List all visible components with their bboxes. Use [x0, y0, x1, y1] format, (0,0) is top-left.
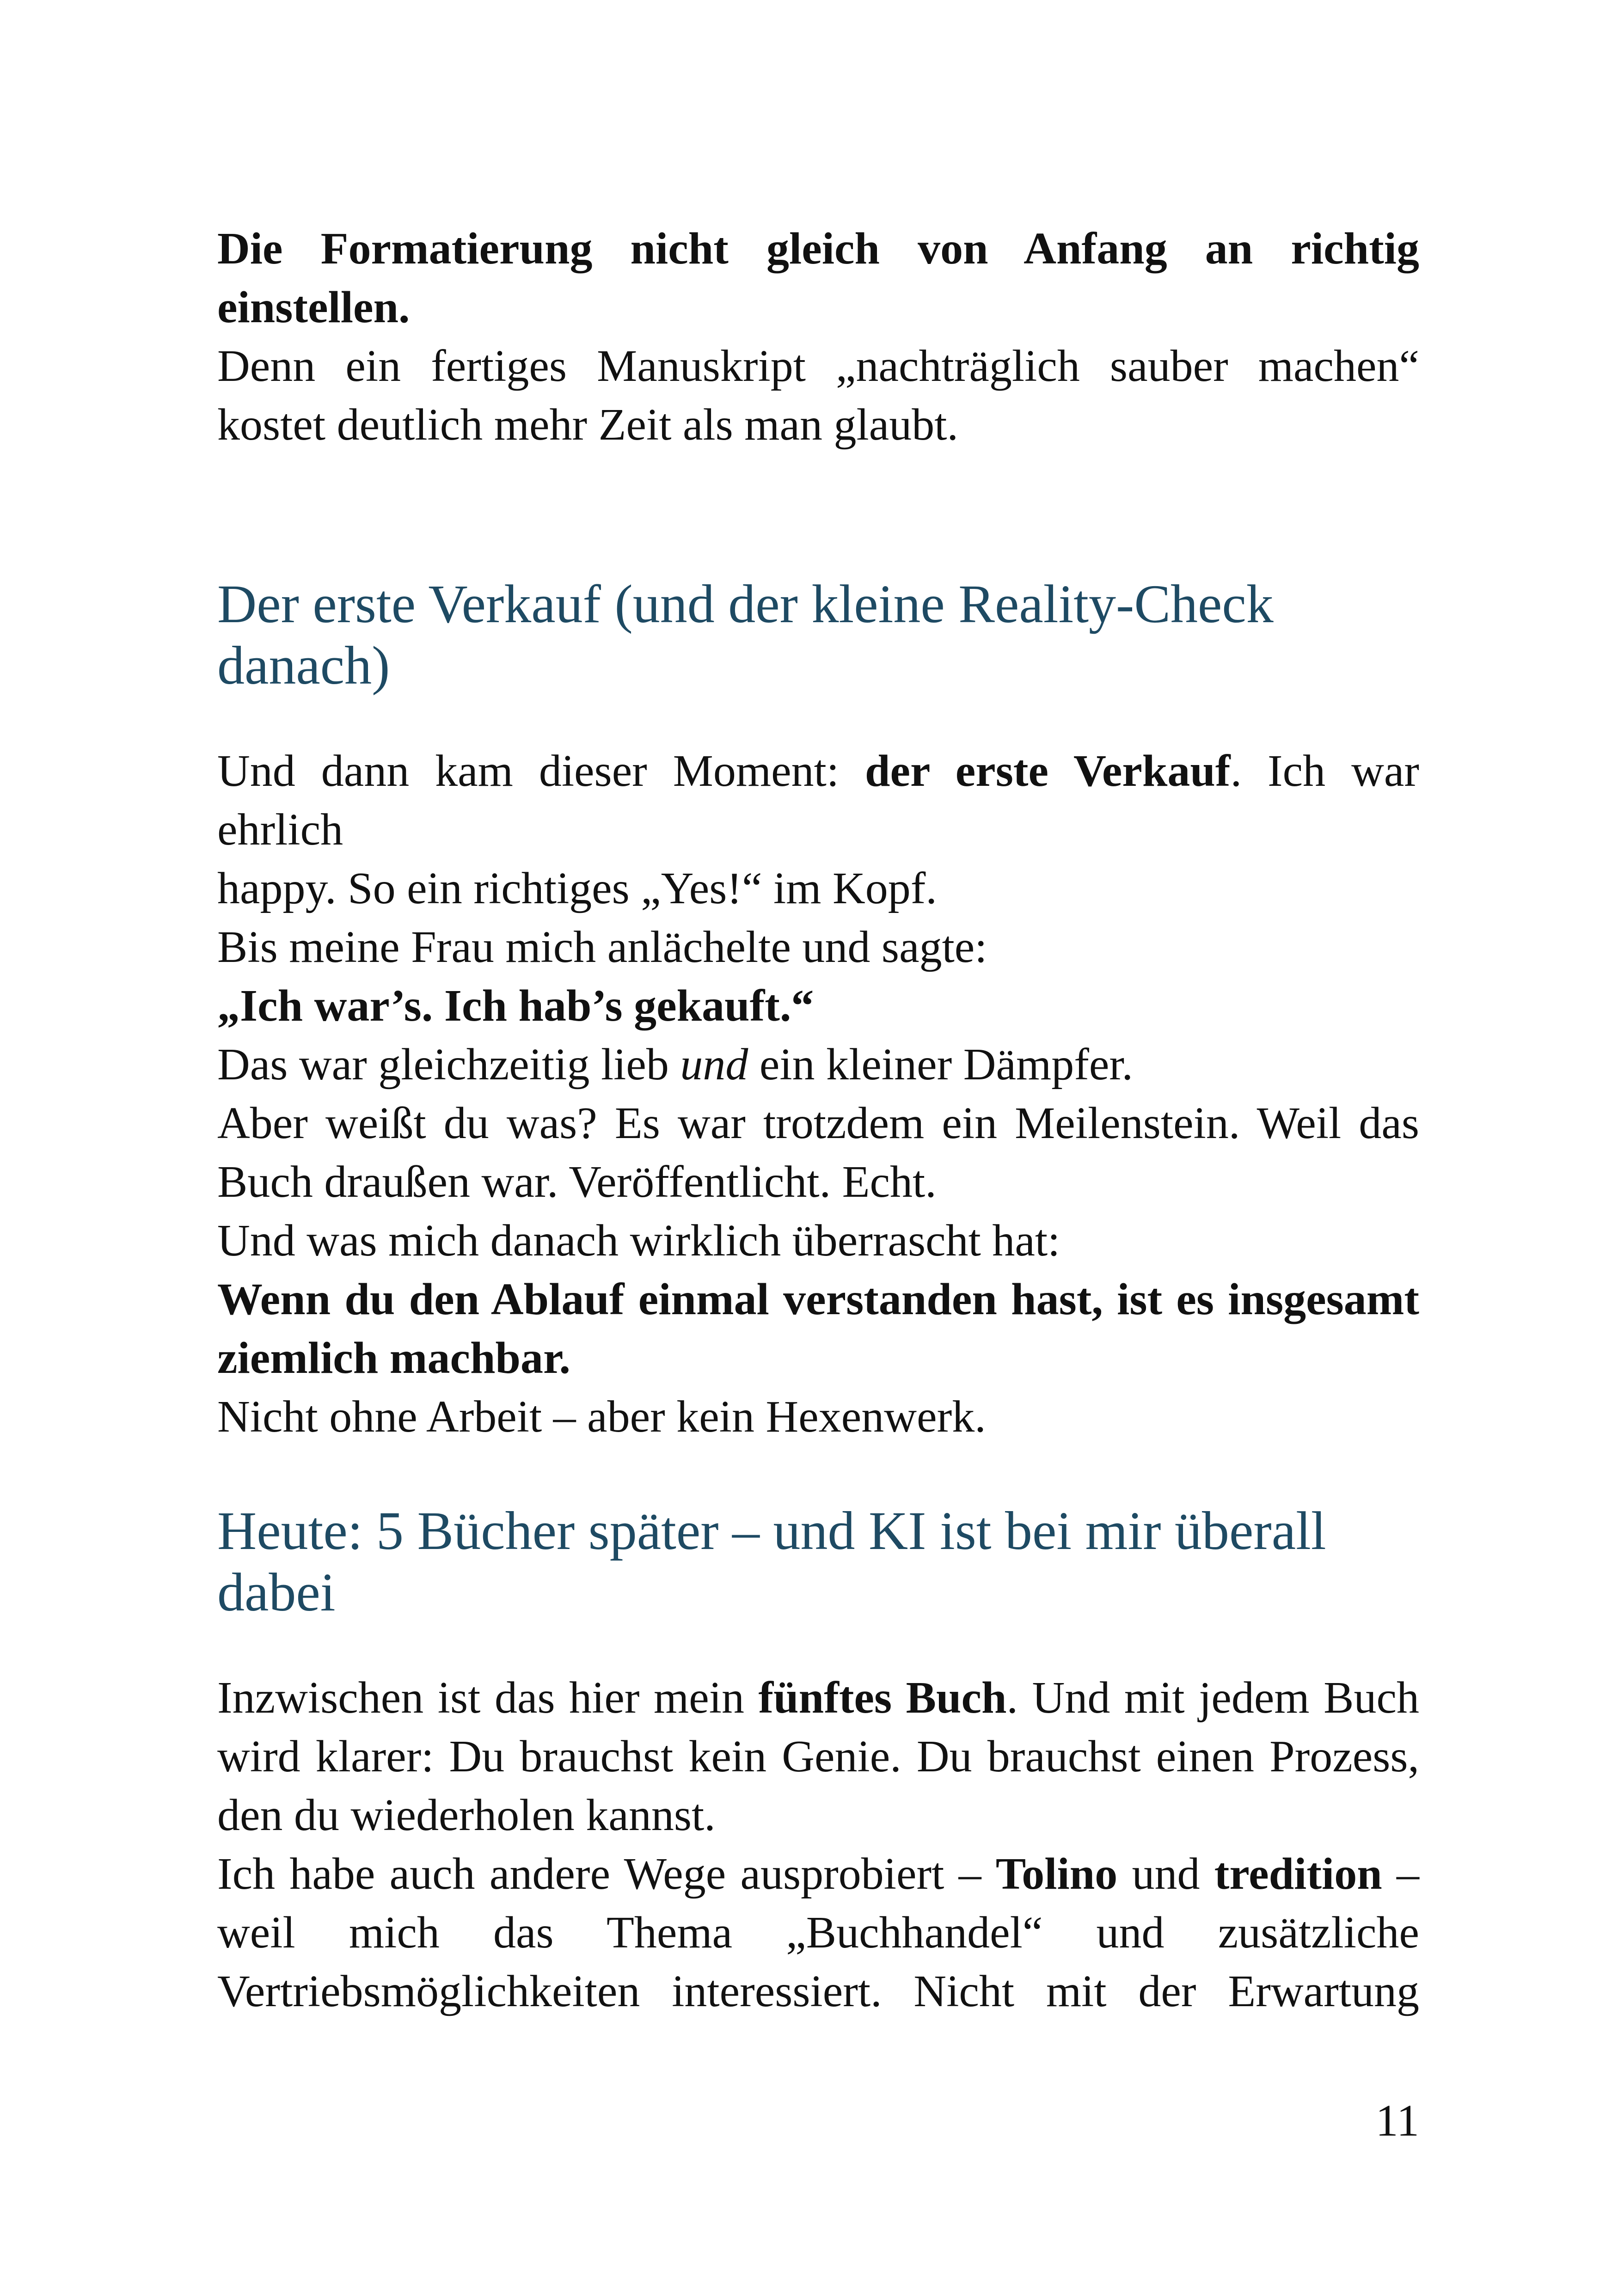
body-line	[217, 1669, 1419, 1727]
bold-statement-line-1: Die Formatierung nicht gleich von Anfang an richtig	[217, 224, 1419, 274]
bold-span: fünftes Buch	[758, 1673, 1007, 1723]
body-line: happy. So ein richtiges „Yes!“ im Kopf.	[217, 863, 937, 913]
text-span: –	[1382, 1849, 1420, 1899]
first-sale-block	[217, 742, 1419, 1446]
text-span: Ich habe auch andere Wege ausprobiert –	[217, 1849, 996, 1899]
text-span: Inzwischen ist das hier mein	[217, 1673, 759, 1723]
body-line: Buch draußen war. Veröffentlicht. Echt.	[217, 1157, 937, 1207]
heading-line-2: danach)	[217, 635, 390, 696]
italic-span: und	[680, 1040, 748, 1090]
body-line	[217, 742, 1419, 859]
body-line: den du wiederholen kannst.	[217, 1790, 716, 1840]
formatting-tip-block	[217, 220, 1419, 454]
bold-statement-line: Wenn du den Ablauf einmal verstanden hast, ist es insgesamt	[217, 1274, 1419, 1324]
bold-statement-line: ziemlich machbar.	[217, 1333, 570, 1383]
body-line: Vertriebsmöglichkeiten interessiert. Nicht mit der Erwartung	[217, 1966, 1419, 2016]
text-span: Und dann kam dieser Moment:	[217, 746, 865, 796]
quote-line: „Ich war’s. Ich hab’s gekauft.“	[217, 981, 814, 1031]
bold-span: der erste Verkauf	[865, 746, 1231, 796]
heading-line-1: Heute: 5 Bücher später – und KI ist bei mir überall	[217, 1500, 1326, 1561]
body-line: wird klarer: Du brauchst kein Genie. Du brauchst einen Prozess,	[217, 1732, 1419, 1782]
text-span: . Und mit jedem Buch	[1006, 1673, 1419, 1723]
body-line: Denn ein fertiges Manuskript „nachträglich sauber machen“	[217, 341, 1419, 391]
bold-statement-line-2: einstellen.	[217, 282, 410, 332]
body-line: Und was mich danach wirklich überrascht hat:	[217, 1216, 1060, 1266]
text-span: . Ich war ehrlich	[217, 746, 1419, 855]
body-line	[217, 1845, 1419, 1904]
body-line: weil mich das Thema „Buchhandel“ und zusätzliche	[217, 1908, 1419, 1958]
text-span: ein kleiner Dämpfer.	[748, 1040, 1134, 1090]
bold-span: tredition	[1214, 1849, 1382, 1899]
body-line: Nicht ohne Arbeit – aber kein Hexenwerk.	[217, 1392, 986, 1442]
heading-line-1: Der erste Verkauf (und der kleine Reality-Check	[217, 574, 1274, 634]
page-number: 11	[1375, 2096, 1419, 2146]
heading-line-2: dabei	[217, 1562, 336, 1623]
body-line: Aber weißt du was? Es war trotzdem ein Meilenstein. Weil das	[217, 1098, 1419, 1148]
five-books-block	[217, 1669, 1419, 2021]
section-heading-first-sale	[217, 573, 1419, 696]
bold-span: Tolino	[995, 1849, 1118, 1899]
text-span: Das war gleichzeitig lieb	[217, 1040, 680, 1090]
body-line: kostet deutlich mehr Zeit als man glaubt.	[217, 400, 958, 450]
body-line	[217, 1035, 1419, 1094]
body-line: Bis meine Frau mich anlächelte und sagte:	[217, 922, 987, 972]
section-heading-five-books	[217, 1500, 1419, 1623]
text-span: und	[1117, 1849, 1214, 1899]
